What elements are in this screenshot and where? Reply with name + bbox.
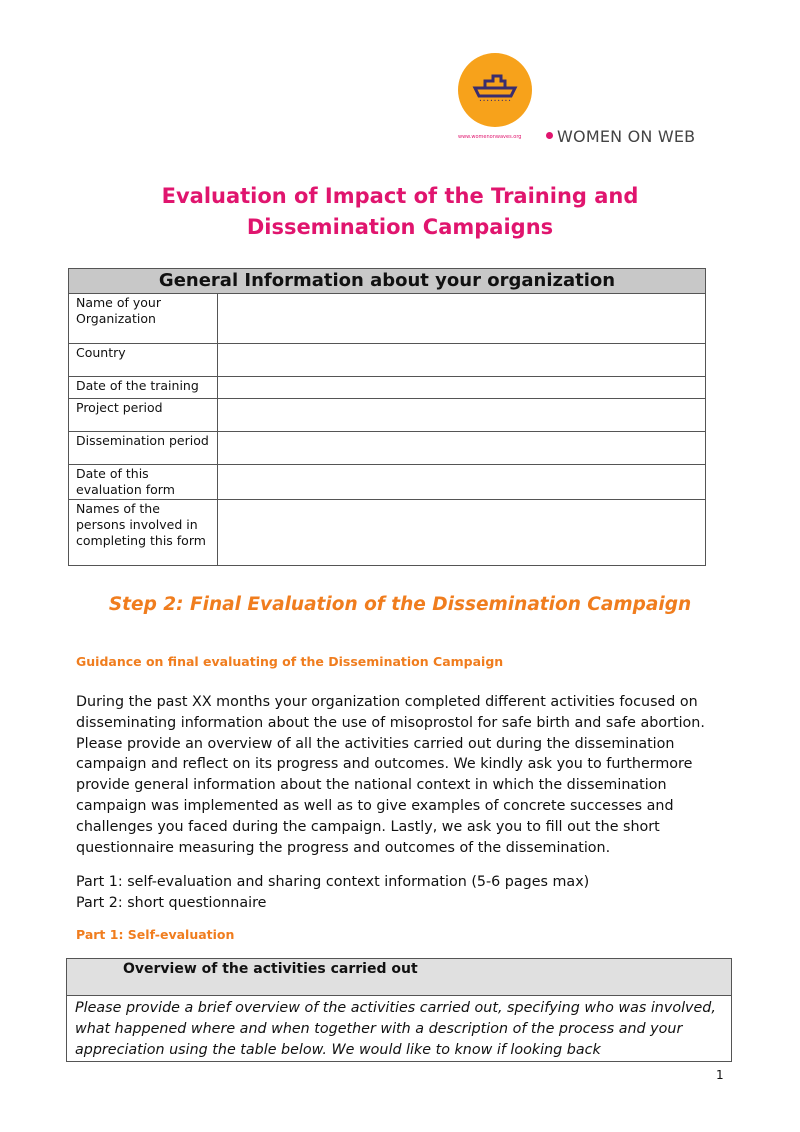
- title-line-2: Dissemination Campaigns: [246, 215, 554, 239]
- field-country[interactable]: [218, 344, 706, 377]
- brand-name: [546, 127, 695, 146]
- row-label-project-period: Project period: [69, 399, 218, 432]
- step2-heading: Step 2: Final Evaluation of the Dissemination Campaign: [108, 594, 692, 615]
- brand-dot-icon: [546, 132, 553, 139]
- row-label-dissemination-period: Dissemination period: [69, 432, 218, 465]
- row-label-form-date: Date of this evaluation form: [69, 465, 218, 500]
- row-label-persons-involved: Names of the persons involved in completing this form: [69, 500, 218, 566]
- page-number: 1: [716, 1068, 724, 1082]
- field-form-date[interactable]: [218, 465, 706, 500]
- guidance-heading: Guidance on final evaluating of the Dissemination Campaign: [76, 654, 504, 669]
- guidance-paragraph: During the past XX months your organization completed different activities focused on disseminating information about the use of misoprostol for safe birth and safe abortion. Please provide an overview of all the activities carried out during the dissemination campaign and reflect on its progress and outcomes. We kindly ask you to furthermore provide general information about the national context in which the dissemination campaign was implemented as well as to give examples of concrete successes and challenges you faced during the campaign. Lastly, we ask you to fill out the short questionnaire measuring the progress and outcomes of the dissemination.: [76, 694, 705, 856]
- svg-text:• • • • • • • • •: • • • • • • • • •: [479, 98, 511, 103]
- brand-text: WOMEN ON WEB: [557, 127, 696, 146]
- women-on-waves-logo: [455, 50, 535, 130]
- overview-table: [66, 958, 732, 1062]
- row-label-training-date: Date of the training: [69, 377, 218, 399]
- parts-list: [76, 872, 589, 913]
- part2-line: Part 2: short questionnaire: [76, 894, 267, 911]
- document-title: [0, 181, 800, 243]
- ship-logo-icon: [455, 50, 535, 130]
- general-info-table: [68, 268, 706, 566]
- title-line-1: Evaluation of Impact of the Training and: [161, 184, 639, 208]
- field-training-date[interactable]: [218, 377, 706, 399]
- part1-heading: Part 1: Self-evaluation: [76, 927, 235, 942]
- overview-instructions: Please provide a brief overview of the activities carried out, specifying who was involved, what happened where and when together with a description of the process and your appreciation using the table below. We would like to know if looking back: [67, 996, 732, 1062]
- general-info-heading: General Information about your organization: [69, 269, 706, 294]
- logo-url: www.womenonwaves.org: [458, 134, 522, 140]
- row-label-country: Country: [69, 344, 218, 377]
- field-organization[interactable]: [218, 294, 706, 344]
- field-project-period[interactable]: [218, 399, 706, 432]
- field-dissemination-period[interactable]: [218, 432, 706, 465]
- overview-heading: Overview of the activities carried out: [67, 959, 732, 996]
- field-persons-involved[interactable]: [218, 500, 706, 566]
- row-label-organization: Name of your Organization: [69, 294, 218, 344]
- part1-line: Part 1: self-evaluation and sharing context information (5-6 pages max): [76, 874, 590, 890]
